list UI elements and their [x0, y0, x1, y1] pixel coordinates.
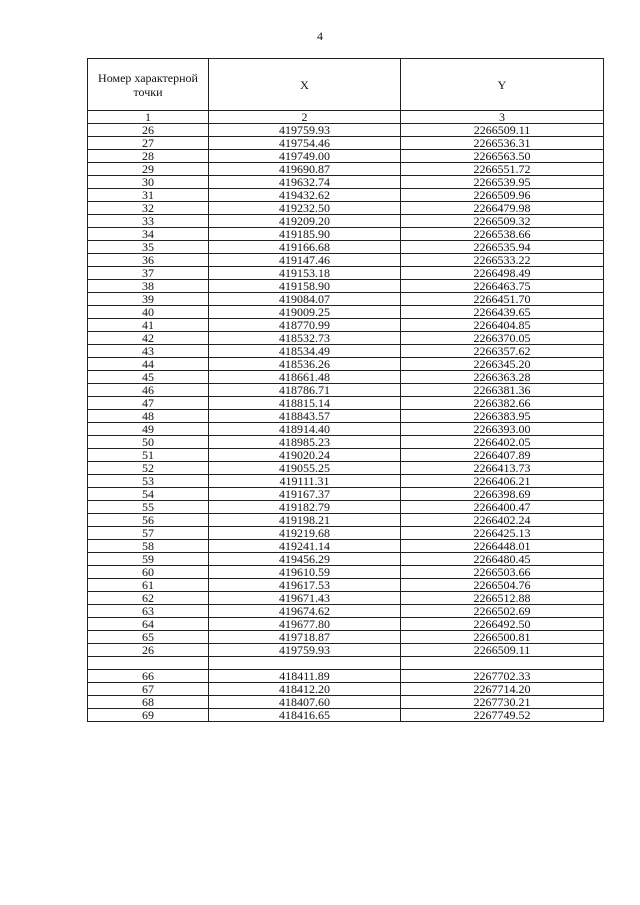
table-row — [88, 709, 604, 722]
x-cell: 419677.80 — [209, 618, 401, 631]
table-row — [88, 631, 604, 644]
point-number-cell: 35 — [88, 241, 209, 254]
point-number-cell: 58 — [88, 540, 209, 553]
x-cell: 418661.48 — [209, 371, 401, 384]
point-number-cell: 62 — [88, 592, 209, 605]
table-row — [88, 488, 604, 501]
point-number-cell: 39 — [88, 293, 209, 306]
y-cell: 2266448.01 — [401, 540, 604, 553]
x-cell: 419158.90 — [209, 280, 401, 293]
point-number-cell: 47 — [88, 397, 209, 410]
y-cell: 2266535.94 — [401, 241, 604, 254]
table-row — [88, 423, 604, 436]
x-cell: 419209.20 — [209, 215, 401, 228]
point-number-cell: 36 — [88, 254, 209, 267]
y-cell: 2267702.33 — [401, 670, 604, 683]
point-number-cell: 28 — [88, 150, 209, 163]
y-cell: 2266402.24 — [401, 514, 604, 527]
point-number-cell: 52 — [88, 462, 209, 475]
point-number-cell: 63 — [88, 605, 209, 618]
x-cell: 419055.25 — [209, 462, 401, 475]
x-cell: 418536.26 — [209, 358, 401, 371]
y-cell: 2267714.20 — [401, 683, 604, 696]
table-row — [88, 397, 604, 410]
x-cell: 418770.99 — [209, 319, 401, 332]
point-number-cell: 57 — [88, 527, 209, 540]
point-number-cell: 27 — [88, 137, 209, 150]
table-row — [88, 371, 604, 384]
x-cell: 419674.62 — [209, 605, 401, 618]
x-cell: 418914.40 — [209, 423, 401, 436]
point-number-cell: 50 — [88, 436, 209, 449]
x-cell: 418843.57 — [209, 410, 401, 423]
point-number-cell: 64 — [88, 618, 209, 631]
point-number-cell: 42 — [88, 332, 209, 345]
y-cell: 2266539.95 — [401, 176, 604, 189]
point-number-cell: 41 — [88, 319, 209, 332]
y-cell: 2266551.72 — [401, 163, 604, 176]
table-row — [88, 267, 604, 280]
y-cell: 2267749.52 — [401, 709, 604, 722]
y-cell: 2266538.66 — [401, 228, 604, 241]
y-cell: 2266503.66 — [401, 566, 604, 579]
y-cell: 2266463.75 — [401, 280, 604, 293]
table-row — [88, 319, 604, 332]
x-cell: 419111.31 — [209, 475, 401, 488]
x-cell: 419182.79 — [209, 501, 401, 514]
table-row — [88, 202, 604, 215]
point-number-cell: 54 — [88, 488, 209, 501]
y-cell: 2266425.13 — [401, 527, 604, 540]
x-cell: 419610.59 — [209, 566, 401, 579]
x-cell: 419219.68 — [209, 527, 401, 540]
y-cell: 2266502.69 — [401, 605, 604, 618]
y-cell: 2266479.98 — [401, 202, 604, 215]
point-number-cell: 69 — [88, 709, 209, 722]
point-number-cell: 34 — [88, 228, 209, 241]
y-cell: 2266393.00 — [401, 423, 604, 436]
point-number-cell: 26 — [88, 644, 209, 657]
header-x: X — [209, 59, 401, 111]
table-row — [88, 176, 604, 189]
x-cell: 419617.53 — [209, 579, 401, 592]
table-row — [88, 345, 604, 358]
x-cell: 419084.07 — [209, 293, 401, 306]
x-cell: 419009.25 — [209, 306, 401, 319]
point-number-cell: 67 — [88, 683, 209, 696]
point-number-cell: 55 — [88, 501, 209, 514]
y-cell: 2266498.49 — [401, 267, 604, 280]
y-cell: 2266500.81 — [401, 631, 604, 644]
column-number-row — [88, 111, 604, 124]
y-cell: 2266345.20 — [401, 358, 604, 371]
column-number: 1 — [88, 111, 209, 124]
point-number-cell: 56 — [88, 514, 209, 527]
y-cell: 2266512.88 — [401, 592, 604, 605]
y-cell: 2266370.05 — [401, 332, 604, 345]
x-cell: 419759.93 — [209, 644, 401, 657]
y-cell: 2266536.31 — [401, 137, 604, 150]
x-cell: 418407.60 — [209, 696, 401, 709]
x-cell: 419632.74 — [209, 176, 401, 189]
y-cell: 2266509.11 — [401, 644, 604, 657]
point-number-cell: 53 — [88, 475, 209, 488]
point-number-cell: 37 — [88, 267, 209, 280]
point-number-cell: 40 — [88, 306, 209, 319]
y-cell: 2266509.11 — [401, 124, 604, 137]
table-row — [88, 189, 604, 202]
coordinates-table — [87, 58, 604, 722]
table-row — [88, 306, 604, 319]
table-row — [88, 410, 604, 423]
x-cell: 419759.93 — [209, 124, 401, 137]
point-number-cell: 26 — [88, 124, 209, 137]
y-cell: 2266492.50 — [401, 618, 604, 631]
point-number-cell: 38 — [88, 280, 209, 293]
table-row — [88, 163, 604, 176]
point-number-cell: 30 — [88, 176, 209, 189]
y-cell: 2266407.89 — [401, 449, 604, 462]
x-cell: 419153.18 — [209, 267, 401, 280]
header-point-number: Номер характерной точки — [88, 59, 209, 111]
x-cell: 419718.87 — [209, 631, 401, 644]
table-row — [88, 124, 604, 137]
table-row — [88, 241, 604, 254]
x-cell: 419198.21 — [209, 514, 401, 527]
table-row — [88, 670, 604, 683]
point-number-cell: 33 — [88, 215, 209, 228]
table-row — [88, 644, 604, 657]
y-cell: 2266509.96 — [401, 189, 604, 202]
point-number-cell: 61 — [88, 579, 209, 592]
point-number-cell: 43 — [88, 345, 209, 358]
point-number-cell: 46 — [88, 384, 209, 397]
table-body-group-1 — [88, 124, 604, 657]
y-cell: 2266509.32 — [401, 215, 604, 228]
table-row — [88, 358, 604, 371]
x-cell: 418786.71 — [209, 384, 401, 397]
point-number-cell: 32 — [88, 202, 209, 215]
y-cell: 2266402.05 — [401, 436, 604, 449]
point-number-cell: 65 — [88, 631, 209, 644]
table-row — [88, 150, 604, 163]
y-cell: 2266413.73 — [401, 462, 604, 475]
x-cell: 419166.68 — [209, 241, 401, 254]
page-number: 4 — [317, 29, 323, 43]
table-row — [88, 501, 604, 514]
table-row — [88, 514, 604, 527]
point-number-cell: 51 — [88, 449, 209, 462]
y-cell: 2266406.21 — [401, 475, 604, 488]
point-number-cell: 31 — [88, 189, 209, 202]
y-cell: 2266381.36 — [401, 384, 604, 397]
x-cell: 418532.73 — [209, 332, 401, 345]
y-cell: 2266504.76 — [401, 579, 604, 592]
x-cell: 418411.89 — [209, 670, 401, 683]
header-row — [88, 59, 604, 111]
x-cell: 419185.90 — [209, 228, 401, 241]
y-cell: 2266451.70 — [401, 293, 604, 306]
point-number-cell: 68 — [88, 696, 209, 709]
x-cell: 418412.20 — [209, 683, 401, 696]
table-row — [88, 618, 604, 631]
y-cell: 2266363.28 — [401, 371, 604, 384]
column-number: 2 — [209, 111, 401, 124]
y-cell: 2266398.69 — [401, 488, 604, 501]
table-row — [88, 436, 604, 449]
table-row — [88, 228, 604, 241]
x-cell: 418534.49 — [209, 345, 401, 358]
table-row — [88, 592, 604, 605]
point-number-cell: 45 — [88, 371, 209, 384]
x-cell: 418815.14 — [209, 397, 401, 410]
table-row — [88, 215, 604, 228]
table-row — [88, 462, 604, 475]
table-row — [88, 566, 604, 579]
y-cell: 2266400.47 — [401, 501, 604, 514]
x-cell: 419754.46 — [209, 137, 401, 150]
table-row — [88, 683, 604, 696]
x-cell: 419020.24 — [209, 449, 401, 462]
header-y: Y — [401, 59, 604, 111]
point-number-cell: 60 — [88, 566, 209, 579]
table-row — [88, 605, 604, 618]
y-cell: 2267730.21 — [401, 696, 604, 709]
column-number: 3 — [401, 111, 604, 124]
table-body-group-2 — [88, 670, 604, 722]
y-cell: 2266439.65 — [401, 306, 604, 319]
x-cell: 419690.87 — [209, 163, 401, 176]
point-number-cell: 29 — [88, 163, 209, 176]
y-cell: 2266563.50 — [401, 150, 604, 163]
y-cell: 2266533.22 — [401, 254, 604, 267]
x-cell: 419147.46 — [209, 254, 401, 267]
y-cell: 2266480.45 — [401, 553, 604, 566]
y-cell: 2266357.62 — [401, 345, 604, 358]
point-number-cell: 48 — [88, 410, 209, 423]
y-cell: 2266383.95 — [401, 410, 604, 423]
x-cell: 419456.29 — [209, 553, 401, 566]
x-cell: 419167.37 — [209, 488, 401, 501]
table-row — [88, 293, 604, 306]
table-row — [88, 254, 604, 267]
point-number-cell: 49 — [88, 423, 209, 436]
x-cell: 419241.14 — [209, 540, 401, 553]
x-cell: 418416.65 — [209, 709, 401, 722]
point-number-cell: 44 — [88, 358, 209, 371]
x-cell: 419749.00 — [209, 150, 401, 163]
table-row — [88, 527, 604, 540]
table-row — [88, 384, 604, 397]
x-cell: 418985.23 — [209, 436, 401, 449]
table-row — [88, 137, 604, 150]
empty-row — [88, 657, 604, 670]
y-cell: 2266382.66 — [401, 397, 604, 410]
table-row — [88, 579, 604, 592]
x-cell: 419232.50 — [209, 202, 401, 215]
table-row — [88, 280, 604, 293]
x-cell: 419432.62 — [209, 189, 401, 202]
point-number-cell: 59 — [88, 553, 209, 566]
table-row — [88, 540, 604, 553]
y-cell: 2266404.85 — [401, 319, 604, 332]
x-cell: 419671.43 — [209, 592, 401, 605]
table-row — [88, 553, 604, 566]
table-row — [88, 332, 604, 345]
point-number-cell: 66 — [88, 670, 209, 683]
table-row — [88, 449, 604, 462]
table-row — [88, 475, 604, 488]
table-row — [88, 696, 604, 709]
table-gap — [88, 657, 604, 670]
